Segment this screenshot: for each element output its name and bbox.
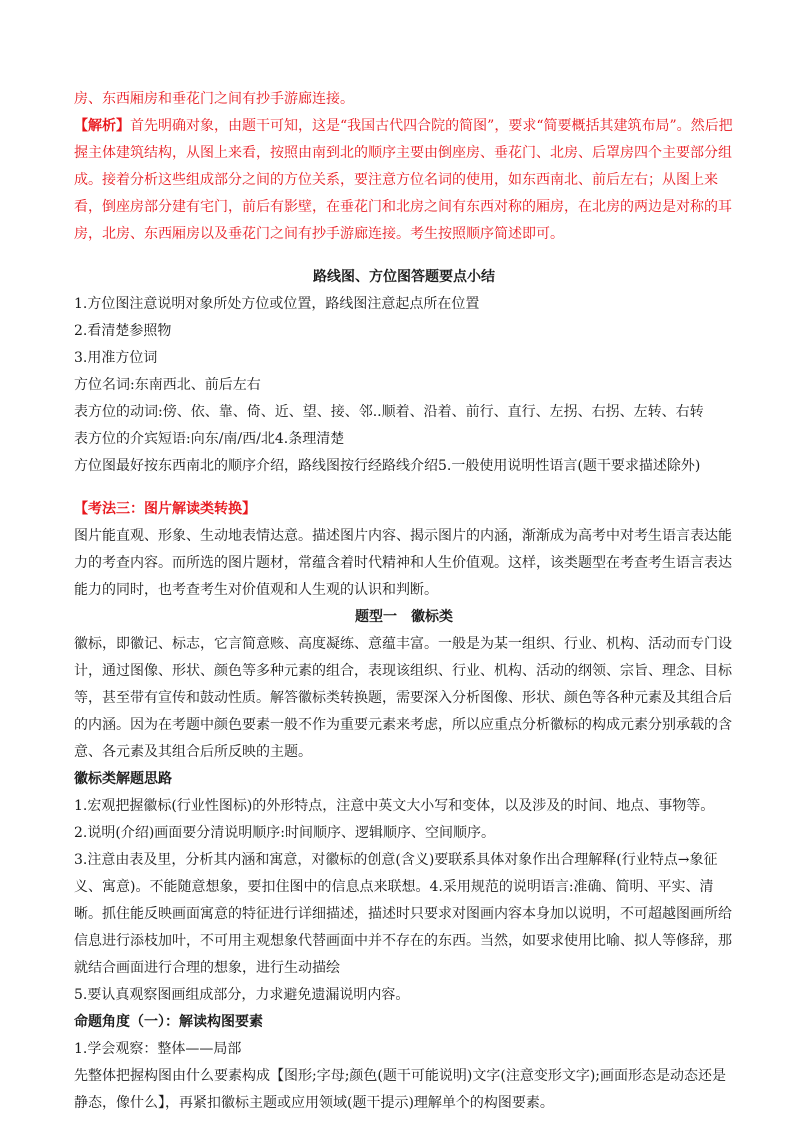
- summary-line: 表方位的介宾短语:向东/南/西/北4.条理清楚: [74, 431, 345, 447]
- angle1-line1: 1.学会观察：整体——局部: [74, 1041, 242, 1057]
- answer-tail: 房、东西厢房和垂花门之间有抄手游廊连接。: [74, 91, 354, 107]
- type1-title: 题型一 徽标类: [355, 609, 453, 625]
- analysis-paragraph: [74, 113, 734, 248]
- analysis-text: 首先明确对象，由题干可知，这是“我国古代四合院的简图”，要求“简要概括其建筑布局”。然后把握主体建筑结构，从图上来看，按照由南到北的顺序主要由倒座房、垂花门、北房、后罩房四个主要部分组成。接着分析这些组成部分之间的方位关系，要注意方位名词的使用，如东西南北、前后左右；从图上来看，倒座房部分建有宅门，前后有影壁，在垂花门和北房之间有东西对称的厢房，在北房的两边是对称的耳房，北房、东西厢房以及垂花门之间有抄手游廊连接。考生按照顺序简述即可。: [74, 118, 733, 242]
- summary-line: 方位图最好按东西南北的顺序介绍，路线图按行经路线介绍5.一般使用说明性语言(题干要求描述除外): [74, 458, 701, 474]
- approach-item: 2.说明(介绍)画面要分清说明顺序:时间顺序、逻辑顺序、空间顺序。: [74, 825, 495, 841]
- angle1-heading: 命题角度（一）：解读构图要素: [74, 1014, 263, 1030]
- approach-item: 1.宏观把握徽标(行业性图标)的外形特点，注意中英文大小写和变体，以及涉及的时间、地点、事物等。: [74, 798, 715, 814]
- method3-heading: 【考法三：图片解读类转换】: [74, 501, 256, 517]
- approach-item: 3.注意由表及里，分析其内涵和寓意，对徽标的创意(含义)要联系具体对象作出合理解释(行业特点→象征义、寓意)。不能随意想象，要扣住图中的信息点来联想。4.采用规范的说明语言:准确、简明、平实、清晰。抓住能反映画面寓意的特征进行详细描述，描述时只要求对图画内容本身加以说明，不可超越图画所给信息进行添枝加叶，不可用主观想象代替画面中并不存在的东西。当然，如要求使用比喻、拟人等修辞，那就结合画面进行合理的想象，进行生动描绘: [74, 852, 732, 976]
- summary-line: 表方位的动词:傍、依、靠、倚、近、望、接、邻..顺着、沿着、前行、直行、左拐、右拐、左转、右转: [74, 404, 704, 420]
- analysis-tag: 【解析】: [74, 118, 130, 134]
- approach-heading: 徽标类解题思路: [74, 771, 172, 787]
- document-page: [74, 86, 734, 1117]
- summary-line: 2.看清楚参照物: [74, 323, 172, 339]
- summary-line: 方位名词:东南西北、前后左右: [74, 377, 261, 393]
- method3-intro: 图片能直观、形象、生动地表情达意。描述图片内容、揭示图片的内涵，渐渐成为高考中对考生语言表达能力的考查内容。而所选的图片题材，常蕴含着时代精神和人生价值观。这样，该类题型在考查考生语言表达能力的同时，也考查考生对价值观和人生观的认识和判断。: [74, 528, 732, 598]
- type1-description: 徽标，即徽记、标志，它言简意赅、高度凝练、意蕴丰富。一般是为某一组织、行业、机构、活动而专门设计，通过图像、形状、颜色等多种元素的组合，表现该组织、行业、机构、活动的纲领、宗旨、理念、目标等，甚至带有宣传和鼓动性质。解答徽标类转换题，需要深入分析图像、形状、颜色等各种元素及其组合后的内涵。因为在考题中颜色要素一般不作为重要元素来考虑，所以应重点分析徽标的构成元素分别承载的含意、各元素及其组合后所反映的主题。: [74, 636, 732, 760]
- approach-item: 5.要认真观察图画组成部分，力求避免遗漏说明内容。: [74, 987, 410, 1003]
- summary-line: 1.方位图注意说明对象所处方位或位置，路线图注意起点所在位置: [74, 296, 480, 312]
- summary-line: 3.用准方位词: [74, 350, 158, 366]
- summary-title: 路线图、方位图答题要点小结: [313, 269, 495, 285]
- angle1-line2: 先整体把握构图由什么要素构成【图形;字母;颜色(题干可能说明)文字(注意变形文字);画面形态是动态还是静态，像什么】，再紧扣徽标主题或应用领域(题干提示)理解单个的构图要素。: [74, 1068, 726, 1111]
